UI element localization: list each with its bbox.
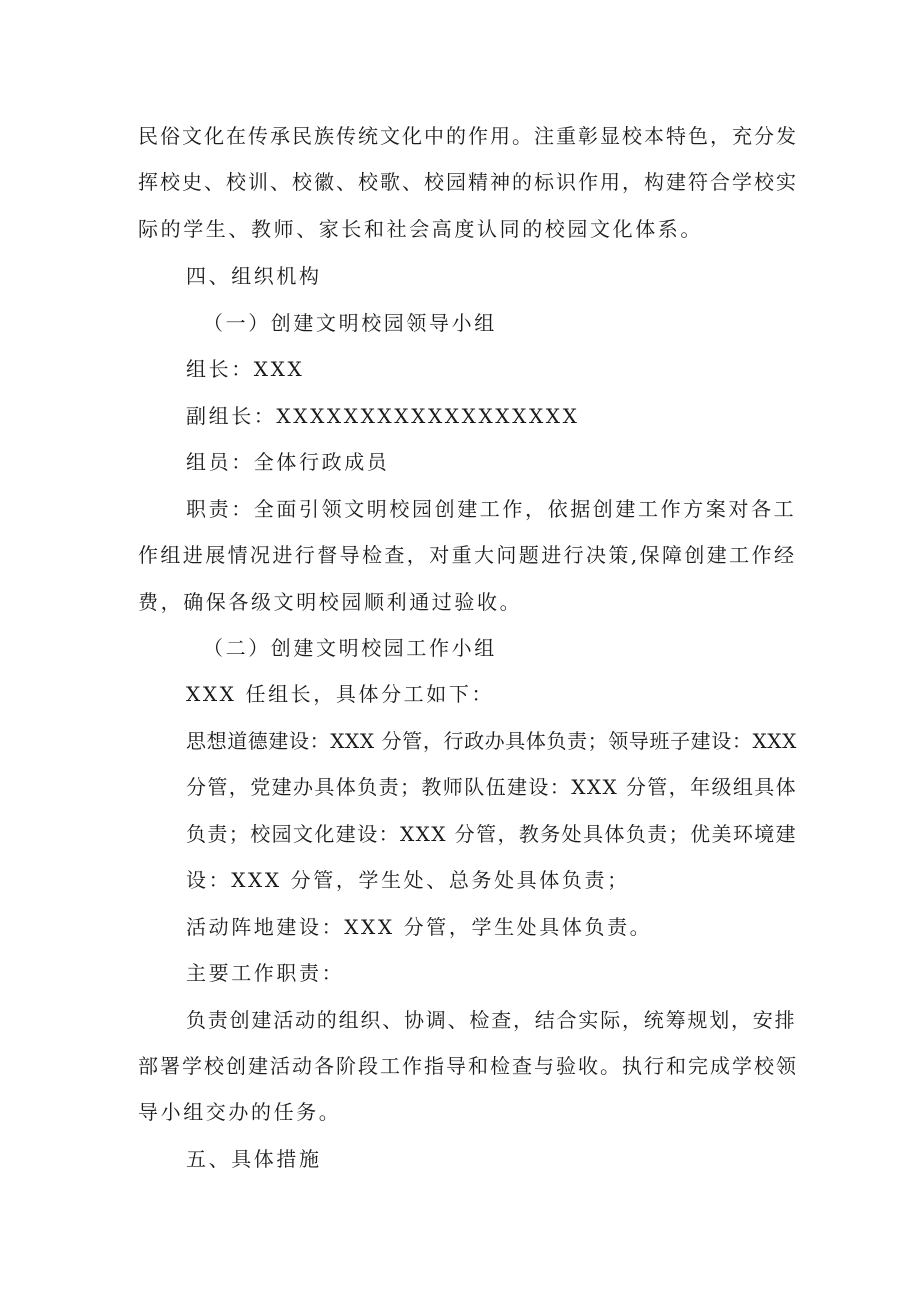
paragraph-line: 组长：XXX [186,357,305,381]
paragraph-line: 负责创建活动的组织、协调、检查，结合实际，统筹规划，安排 [186,1008,797,1032]
paragraph-line: 主要工作职责： [186,961,345,985]
paragraph-line: 作组进展情况进行督导检查，对重大问题进行决策,保障创建工作经 [138,543,797,567]
section-heading: 四、组织机构 [186,264,322,288]
paragraph-line: 活动阵地建设：XXX 分管，学生处具体负责。 [186,915,653,939]
paragraph-line: 负责；校园文化建设：XXX 分管，教务处具体负责；优美环境建 [186,822,798,846]
paragraph-line: XXX 任组长，具体分工如下： [186,682,495,706]
paragraph-line: 思想道德建设：XXX 分管，行政办具体负责；领导班子建设：XXX [186,729,797,753]
paragraph-line: 设：XXX 分管，学生处、总务处具体负责； [186,868,630,892]
paragraph-line: 职责：全面引领文明校园创建工作，依据创建工作方案对各工 [186,497,797,521]
subsection-heading: （二）创建文明校园工作小组 [203,636,497,660]
subsection-heading: （一）创建文明校园领导小组 [203,311,497,335]
paragraph-line: 际的学生、教师、家长和社会高度认同的校园文化体系。 [138,217,703,241]
paragraph-line: 民俗文化在传承民族传统文化中的作用。注重彰显校本特色，充分发 [138,124,798,148]
paragraph-line: 导小组交办的任务。 [138,1100,342,1124]
paragraph-line: 费，确保各级文明校园顺利通过验收。 [138,590,523,614]
paragraph-line: 部署学校创建活动各阶段工作指导和检查与验收。执行和完成学校领 [138,1054,798,1078]
paragraph-line: 挥校史、校训、校徽、校歌、校园精神的标识作用，构建符合学校实 [138,170,798,194]
paragraph-line: 分管，党建办具体负责；教师队伍建设：XXX 分管，年级组具体 [186,775,798,799]
paragraph-line: 组员：全体行政成员 [186,450,390,474]
paragraph-line: 副组长：XXXXXXXXXXXXXXXXXX [186,404,580,428]
section-heading: 五、具体措施 [186,1147,322,1171]
